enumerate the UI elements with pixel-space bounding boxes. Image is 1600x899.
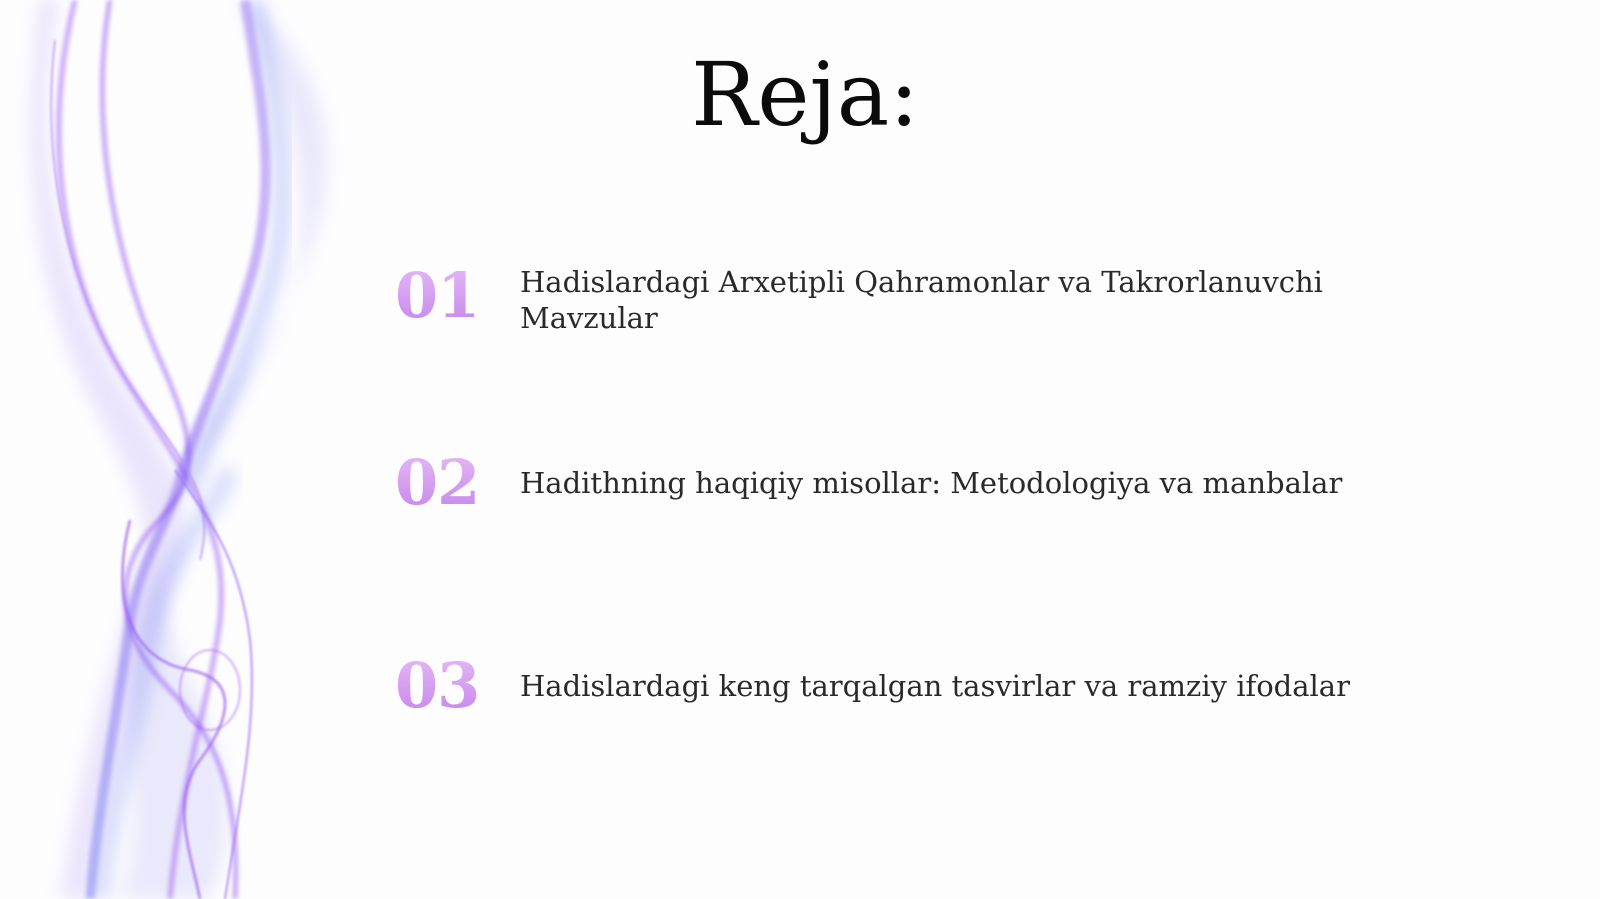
agenda-number: 02 bbox=[395, 452, 520, 514]
agenda-text: Hadithning haqiqiy misollar: Metodologiya va manbalar bbox=[520, 466, 1343, 500]
slide-title: Reja: bbox=[691, 43, 919, 146]
agenda-item-3 bbox=[395, 649, 1405, 722]
agenda-text: Hadislardagi keng tarqalgan tasvirlar va ramziy ifodalar bbox=[520, 669, 1350, 703]
agenda-number: 03 bbox=[395, 655, 520, 717]
agenda-text: Hadislardagi Arxetipli Qahramonlar va Takrorlanuvchi Mavzular bbox=[520, 265, 1323, 335]
agenda-number: 01 bbox=[395, 265, 520, 327]
agenda-item-1 bbox=[395, 259, 1405, 336]
agenda-item-2 bbox=[395, 446, 1405, 519]
